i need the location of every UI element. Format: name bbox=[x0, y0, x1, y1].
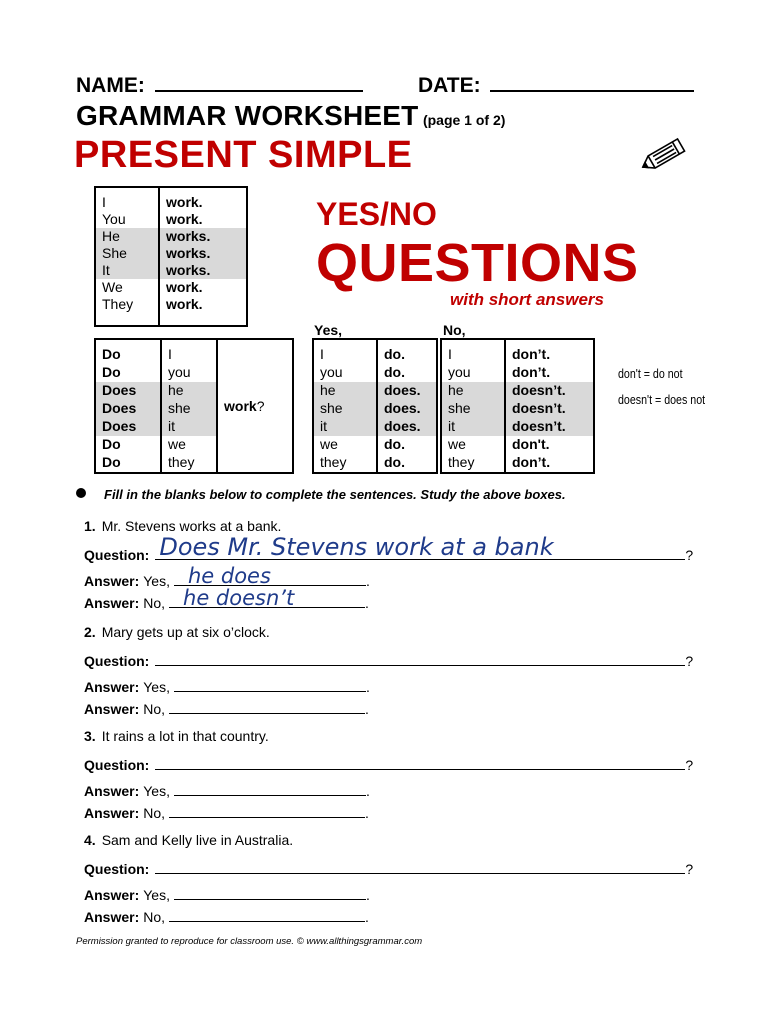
verb-cell: works. bbox=[166, 228, 211, 244]
question-label: Question: bbox=[84, 757, 150, 773]
question-label: Question: bbox=[84, 861, 150, 877]
answer-label: Answer: bbox=[84, 573, 140, 589]
verb-cell: work. bbox=[166, 279, 203, 295]
answer-aux-cell: do. bbox=[384, 364, 405, 381]
verb-work-cell bbox=[217, 339, 293, 473]
yes-answer-blank[interactable] bbox=[174, 884, 366, 900]
question-table bbox=[94, 338, 294, 474]
answer-subject-cell: they bbox=[441, 454, 505, 473]
exercise-sentence bbox=[84, 728, 269, 744]
answer-subject-cell: I bbox=[313, 339, 377, 364]
question-line bbox=[84, 533, 694, 563]
answer-aux-cell: do. bbox=[384, 436, 405, 452]
subject-cell: she bbox=[161, 400, 217, 418]
question-end-mark: ? bbox=[685, 653, 694, 669]
question-end-mark: ? bbox=[685, 757, 694, 773]
conjugation-row bbox=[95, 279, 247, 296]
answer-subject-cell: it bbox=[313, 418, 377, 436]
exercise-number: 3. bbox=[84, 728, 96, 744]
subject-cell: he bbox=[161, 382, 217, 400]
conjugation-row bbox=[95, 245, 247, 262]
question-blank[interactable] bbox=[155, 650, 685, 666]
aux-cell: Do bbox=[95, 454, 161, 473]
no-answer-blank[interactable] bbox=[169, 586, 365, 610]
verb-cell: work. bbox=[166, 194, 203, 210]
verb-cell: works. bbox=[166, 262, 211, 278]
heading-yes-no: YES/NO bbox=[316, 196, 437, 232]
question-blank[interactable] bbox=[155, 533, 685, 561]
verb-work: work bbox=[224, 397, 257, 414]
answer-aux-cell: does. bbox=[377, 418, 437, 436]
subject-cell: we bbox=[161, 436, 217, 454]
answer-row bbox=[313, 436, 437, 454]
worksheet-title bbox=[76, 100, 505, 132]
heading-short-answers: with short answers bbox=[450, 290, 604, 309]
answer-row bbox=[441, 339, 594, 364]
aux-cell: Do bbox=[95, 436, 161, 454]
yes-label: Yes, bbox=[143, 679, 170, 695]
answer-row bbox=[441, 400, 594, 418]
exercise-sentence bbox=[84, 832, 293, 848]
answer-subject-cell: she bbox=[441, 400, 505, 418]
answer-row bbox=[441, 454, 594, 473]
answer-label: Answer: bbox=[84, 679, 140, 695]
exercise-number: 4. bbox=[84, 832, 96, 848]
verb-cell: works. bbox=[166, 245, 211, 261]
question-blank[interactable] bbox=[155, 858, 685, 874]
answer-subject-cell: he bbox=[441, 382, 505, 400]
no-answer-blank[interactable] bbox=[169, 906, 365, 922]
yes-handwritten: he does bbox=[187, 564, 271, 588]
yes-header: Yes, bbox=[314, 322, 343, 338]
question-blank[interactable] bbox=[155, 754, 685, 770]
exercise-number: 1. bbox=[84, 518, 96, 534]
date-blank[interactable] bbox=[490, 72, 694, 92]
verb-cell: work. bbox=[166, 211, 203, 227]
answer-aux-cell: doesn’t. bbox=[505, 382, 594, 400]
pencil-icon bbox=[632, 134, 692, 183]
answer-end-mark: . bbox=[365, 805, 369, 821]
no-header: No, bbox=[443, 322, 466, 338]
question-label: Question: bbox=[84, 653, 150, 669]
answer-subject-cell: it bbox=[441, 418, 505, 436]
yes-answer-blank[interactable] bbox=[174, 676, 366, 692]
answer-subject-cell: she bbox=[313, 400, 377, 418]
no-answer-blank[interactable] bbox=[169, 698, 365, 714]
pronoun-cell: It bbox=[95, 262, 159, 279]
conjugation-row bbox=[95, 187, 247, 211]
exercise-sentence bbox=[84, 624, 270, 640]
answer-row bbox=[313, 339, 437, 364]
answer-end-mark: . bbox=[365, 595, 369, 611]
no-label: No, bbox=[143, 701, 166, 717]
title-text: GRAMMAR WORKSHEET bbox=[76, 100, 419, 131]
name-field bbox=[76, 72, 363, 98]
answer-aux-cell: does. bbox=[377, 400, 437, 418]
yes-answer-blank[interactable] bbox=[174, 564, 366, 588]
name-label: NAME: bbox=[76, 74, 145, 97]
exercise-sentence-text: Sam and Kelly live in Australia. bbox=[101, 832, 294, 848]
pronoun-cell: He bbox=[95, 228, 159, 245]
answer-no-line bbox=[84, 802, 369, 821]
subject-cell: it bbox=[161, 418, 217, 436]
note-doesnt: doesn't = does not bbox=[618, 392, 706, 407]
conjugation-row bbox=[95, 211, 247, 228]
heading-questions: QUESTIONS bbox=[316, 233, 639, 293]
answer-aux-cell: don't. bbox=[512, 436, 550, 452]
answer-aux-cell: doesn’t. bbox=[505, 418, 594, 436]
date-field bbox=[418, 72, 694, 98]
answer-label: Answer: bbox=[84, 909, 140, 925]
answer-yes-line bbox=[84, 780, 370, 799]
answer-row bbox=[313, 400, 437, 418]
conjugation-table bbox=[94, 186, 248, 327]
answer-row bbox=[313, 418, 437, 436]
answer-subject-cell: you bbox=[313, 364, 377, 382]
answer-end-mark: . bbox=[365, 701, 369, 717]
question-handwritten: Does Mr. Stevens work at a bank bbox=[159, 533, 554, 561]
pronoun-cell: I bbox=[95, 187, 159, 211]
yes-answers-table bbox=[312, 338, 438, 474]
exercise-sentence-text: Mary gets up at six o’clock. bbox=[101, 624, 270, 640]
exercise-sentence-text: It rains a lot in that country. bbox=[101, 728, 269, 744]
answer-subject-cell: I bbox=[441, 339, 505, 364]
no-handwritten: he doesn’t bbox=[183, 586, 295, 610]
answer-row bbox=[441, 418, 594, 436]
answer-end-mark: . bbox=[365, 573, 370, 589]
answer-aux-cell: do. bbox=[384, 346, 405, 362]
aux-cell: Do bbox=[95, 364, 161, 382]
answer-subject-cell: they bbox=[313, 454, 377, 473]
bullet-icon bbox=[76, 488, 86, 498]
aux-cell: Do bbox=[95, 339, 161, 364]
question-line bbox=[84, 754, 693, 773]
exercise-sentence-text: Mr. Stevens works at a bank. bbox=[101, 518, 282, 534]
answer-aux-cell: don’t. bbox=[512, 364, 551, 381]
question-row bbox=[95, 339, 293, 364]
answer-end-mark: . bbox=[365, 887, 370, 903]
no-label: No, bbox=[143, 805, 166, 821]
no-label: No, bbox=[143, 909, 166, 925]
answer-label: Answer: bbox=[84, 805, 140, 821]
answer-aux-cell: doesn’t. bbox=[505, 400, 594, 418]
answer-row bbox=[441, 364, 594, 382]
instruction-text: Fill in the blanks below to complete the sentences. Study the above boxes. bbox=[104, 487, 566, 502]
answer-subject-cell: you bbox=[441, 364, 505, 382]
answer-row bbox=[313, 382, 437, 400]
verb-cell: work. bbox=[166, 296, 203, 312]
answer-no-line bbox=[84, 586, 369, 611]
question-line bbox=[84, 858, 693, 877]
aux-cell: Does bbox=[95, 400, 161, 418]
answer-end-mark: . bbox=[365, 679, 370, 695]
conjugation-row bbox=[95, 228, 247, 245]
answer-subject-cell: he bbox=[313, 382, 377, 400]
question-line bbox=[84, 650, 693, 669]
conjugation-row bbox=[95, 262, 247, 279]
answer-no-line bbox=[84, 906, 369, 925]
answer-yes-line bbox=[84, 884, 370, 903]
answer-subject-cell: we bbox=[441, 436, 505, 454]
answer-aux-cell: don’t. bbox=[512, 346, 551, 362]
answer-row bbox=[313, 364, 437, 382]
yes-label: Yes, bbox=[143, 783, 170, 799]
question-label: Question: bbox=[84, 547, 150, 563]
question-end-mark: ? bbox=[685, 547, 694, 563]
answer-subject-cell: we bbox=[313, 436, 377, 454]
yes-label: Yes, bbox=[143, 573, 170, 589]
footer-permission: Permission granted to reproduce for classroom use. © www.allthingsgrammar.com bbox=[76, 936, 423, 947]
date-label: DATE: bbox=[418, 74, 481, 97]
answer-label: Answer: bbox=[84, 887, 140, 903]
aux-cell: Does bbox=[95, 418, 161, 436]
answer-no-line bbox=[84, 698, 369, 717]
exercise-number: 2. bbox=[84, 624, 96, 640]
answer-row bbox=[441, 436, 594, 454]
no-answer-blank[interactable] bbox=[169, 802, 365, 818]
subject-cell: you bbox=[161, 364, 217, 382]
question-end-mark: ? bbox=[685, 861, 694, 877]
answer-aux-cell: do. bbox=[384, 453, 405, 470]
verb-question-mark: ? bbox=[256, 397, 265, 414]
pronoun-cell: She bbox=[95, 245, 159, 262]
answer-row bbox=[313, 454, 437, 473]
yes-answer-blank[interactable] bbox=[174, 780, 366, 796]
conjugation-row bbox=[95, 296, 247, 326]
aux-cell: Does bbox=[95, 382, 161, 400]
subject-cell: I bbox=[161, 339, 217, 364]
pronoun-cell: You bbox=[95, 211, 159, 228]
answer-row bbox=[441, 382, 594, 400]
yes-label: Yes, bbox=[143, 887, 170, 903]
answer-end-mark: . bbox=[365, 783, 370, 799]
answer-aux-cell: don’t. bbox=[512, 453, 551, 470]
answer-end-mark: . bbox=[365, 909, 369, 925]
page-title: PRESENT SIMPLE bbox=[74, 134, 413, 176]
name-blank[interactable] bbox=[155, 72, 363, 92]
note-dont: don't = do not bbox=[618, 366, 683, 381]
no-answers-table bbox=[440, 338, 595, 474]
no-label: No, bbox=[143, 595, 166, 611]
pronoun-cell: We bbox=[95, 279, 159, 296]
answer-yes-line bbox=[84, 676, 370, 695]
page-note: (page 1 of 2) bbox=[422, 112, 506, 128]
answer-label: Answer: bbox=[84, 701, 140, 717]
exercise-sentence bbox=[84, 518, 281, 534]
answer-label: Answer: bbox=[84, 595, 140, 611]
pronoun-cell: They bbox=[95, 296, 159, 326]
subject-cell: they bbox=[161, 454, 217, 473]
answer-label: Answer: bbox=[84, 783, 140, 799]
answer-aux-cell: does. bbox=[377, 382, 437, 400]
